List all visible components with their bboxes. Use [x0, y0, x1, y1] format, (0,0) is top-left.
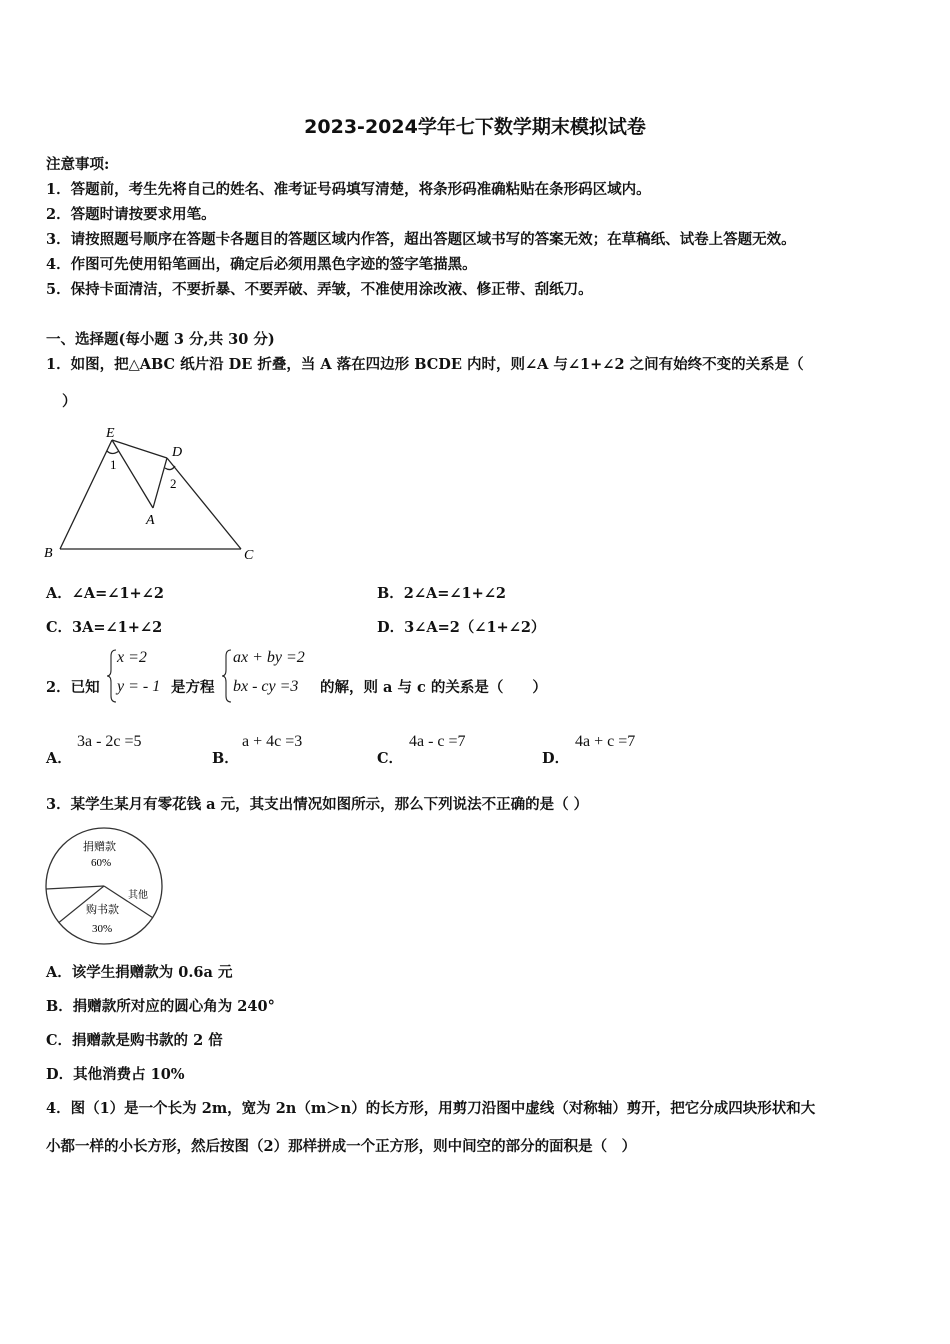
angle-1-arc: [107, 451, 119, 454]
q3-option-c[interactable]: C．捐赠款是购书款的 2 倍: [46, 1032, 223, 1049]
q3-option-a[interactable]: A．该学生捐赠款为 0.6a 元: [46, 964, 233, 981]
side-ea: [112, 440, 153, 508]
q1-stem-line2: ）: [62, 393, 77, 410]
q2-option-d-label[interactable]: D．: [542, 750, 570, 767]
side-da: [153, 458, 167, 508]
q2-option-d-expr: 4a + c =7: [575, 733, 636, 750]
pie-label-books-pct: 30%: [92, 923, 113, 935]
side-be: [60, 440, 112, 549]
note-item: 3．请按照题号顺序在答题卡各题目的答题区域内作答，超出答题区域书写的答案无效；在草稿纸、试卷上答题无效。: [46, 231, 796, 248]
note-item: 5．保持卡面清洁，不要折暴、不要弄破、弄皱，不准使用涂改液、修正带、刮纸刀。: [46, 281, 593, 298]
q3-option-d[interactable]: D．其他消费占 10%: [46, 1066, 185, 1083]
pie-label-donation-pct: 60%: [91, 857, 112, 869]
page-title: 2023-2024学年七下数学期末模拟试卷: [304, 116, 646, 138]
q2-option-c-label[interactable]: C．: [377, 750, 404, 767]
q2-option-a-label[interactable]: A．: [46, 750, 72, 767]
pie-radius-other-donation: [46, 886, 104, 889]
pie-label-books: 购书款: [86, 904, 119, 916]
q1-triangle-figure: [40, 420, 265, 565]
label-d: D: [172, 445, 183, 460]
q4-stem-line2: 小都一样的小长方形，然后按图（2）那样拼成一个正方形，则中间空的部分的面积是（ ）: [46, 1138, 637, 1155]
system2-row1: ax + by =2: [233, 649, 305, 666]
pie-label-other: 其他: [128, 890, 148, 901]
q3-pie-chart: [42, 825, 170, 947]
q1-option-c[interactable]: C．3A=∠1+∠2: [46, 619, 163, 636]
label-a: A: [146, 513, 155, 528]
note-item: 2．答题时请按要求用笔。: [46, 206, 216, 223]
label-angle-2: 2: [170, 476, 177, 491]
note-item: 4．作图可先使用铅笔画出，确定后必须用黑色字迹的签字笔描黑。: [46, 256, 477, 273]
note-item: 1．答题前，考生先将自己的姓名、准考证号码填写清楚，将条形码准确粘贴在条形码区域内。: [46, 181, 651, 198]
q2-suffix: 的解，则 a 与 c 的关系是（ ）: [320, 679, 547, 696]
q3-option-b[interactable]: B．捐赠款所对应的圆心角为 240°: [46, 998, 275, 1015]
q2-option-a-expr: 3a - 2c =5: [77, 733, 142, 750]
section-heading: 一、选择题(每小题 3 分,共 30 分): [46, 331, 275, 348]
q2-prefix: 2．已知: [46, 679, 100, 696]
system2-brace: [221, 648, 233, 704]
q1-stem-line1: 1．如图，把△ABC 纸片沿 DE 折叠，当 A 落在四边形 BCDE 内时，则∠A 与∠1+∠2 之间有始终不变的关系是（: [46, 356, 804, 373]
q1-option-a[interactable]: A．∠A=∠1+∠2: [46, 585, 164, 602]
system2-row2: bx - cy =3: [233, 678, 299, 695]
label-angle-1: 1: [110, 457, 117, 472]
label-c: C: [244, 548, 254, 563]
q4-stem-line1: 4．图（1）是一个长为 2m，宽为 2n（m＞n）的长方形，用剪刀沿图中虚线（对称轴）剪开，把它分成四块形状和大: [46, 1100, 816, 1117]
q2-option-c-expr: 4a - c =7: [409, 733, 466, 750]
system1-row2: y = - 1: [117, 678, 161, 695]
q1-option-b[interactable]: B．2∠A=∠1+∠2: [377, 585, 507, 602]
side-cd: [167, 458, 241, 549]
pie-label-donation: 捐赠款: [83, 841, 116, 853]
q2-mid: 是方程: [171, 679, 215, 696]
q1-option-d[interactable]: D．3∠A=2（∠1+∠2）: [377, 619, 546, 636]
label-b: B: [44, 546, 53, 561]
q2-option-b-expr: a + 4c =3: [242, 733, 303, 750]
fold-line-de: [112, 440, 167, 458]
label-e: E: [106, 426, 115, 441]
notes-heading: 注意事项:: [46, 156, 110, 173]
q2-option-b-label[interactable]: B．: [212, 750, 239, 767]
q3-stem: 3．某学生某月有零花钱 a 元，其支出情况如图所示，那么下列说法不正确的是（ ）: [46, 796, 589, 813]
system1-row1: x =2: [117, 649, 147, 666]
